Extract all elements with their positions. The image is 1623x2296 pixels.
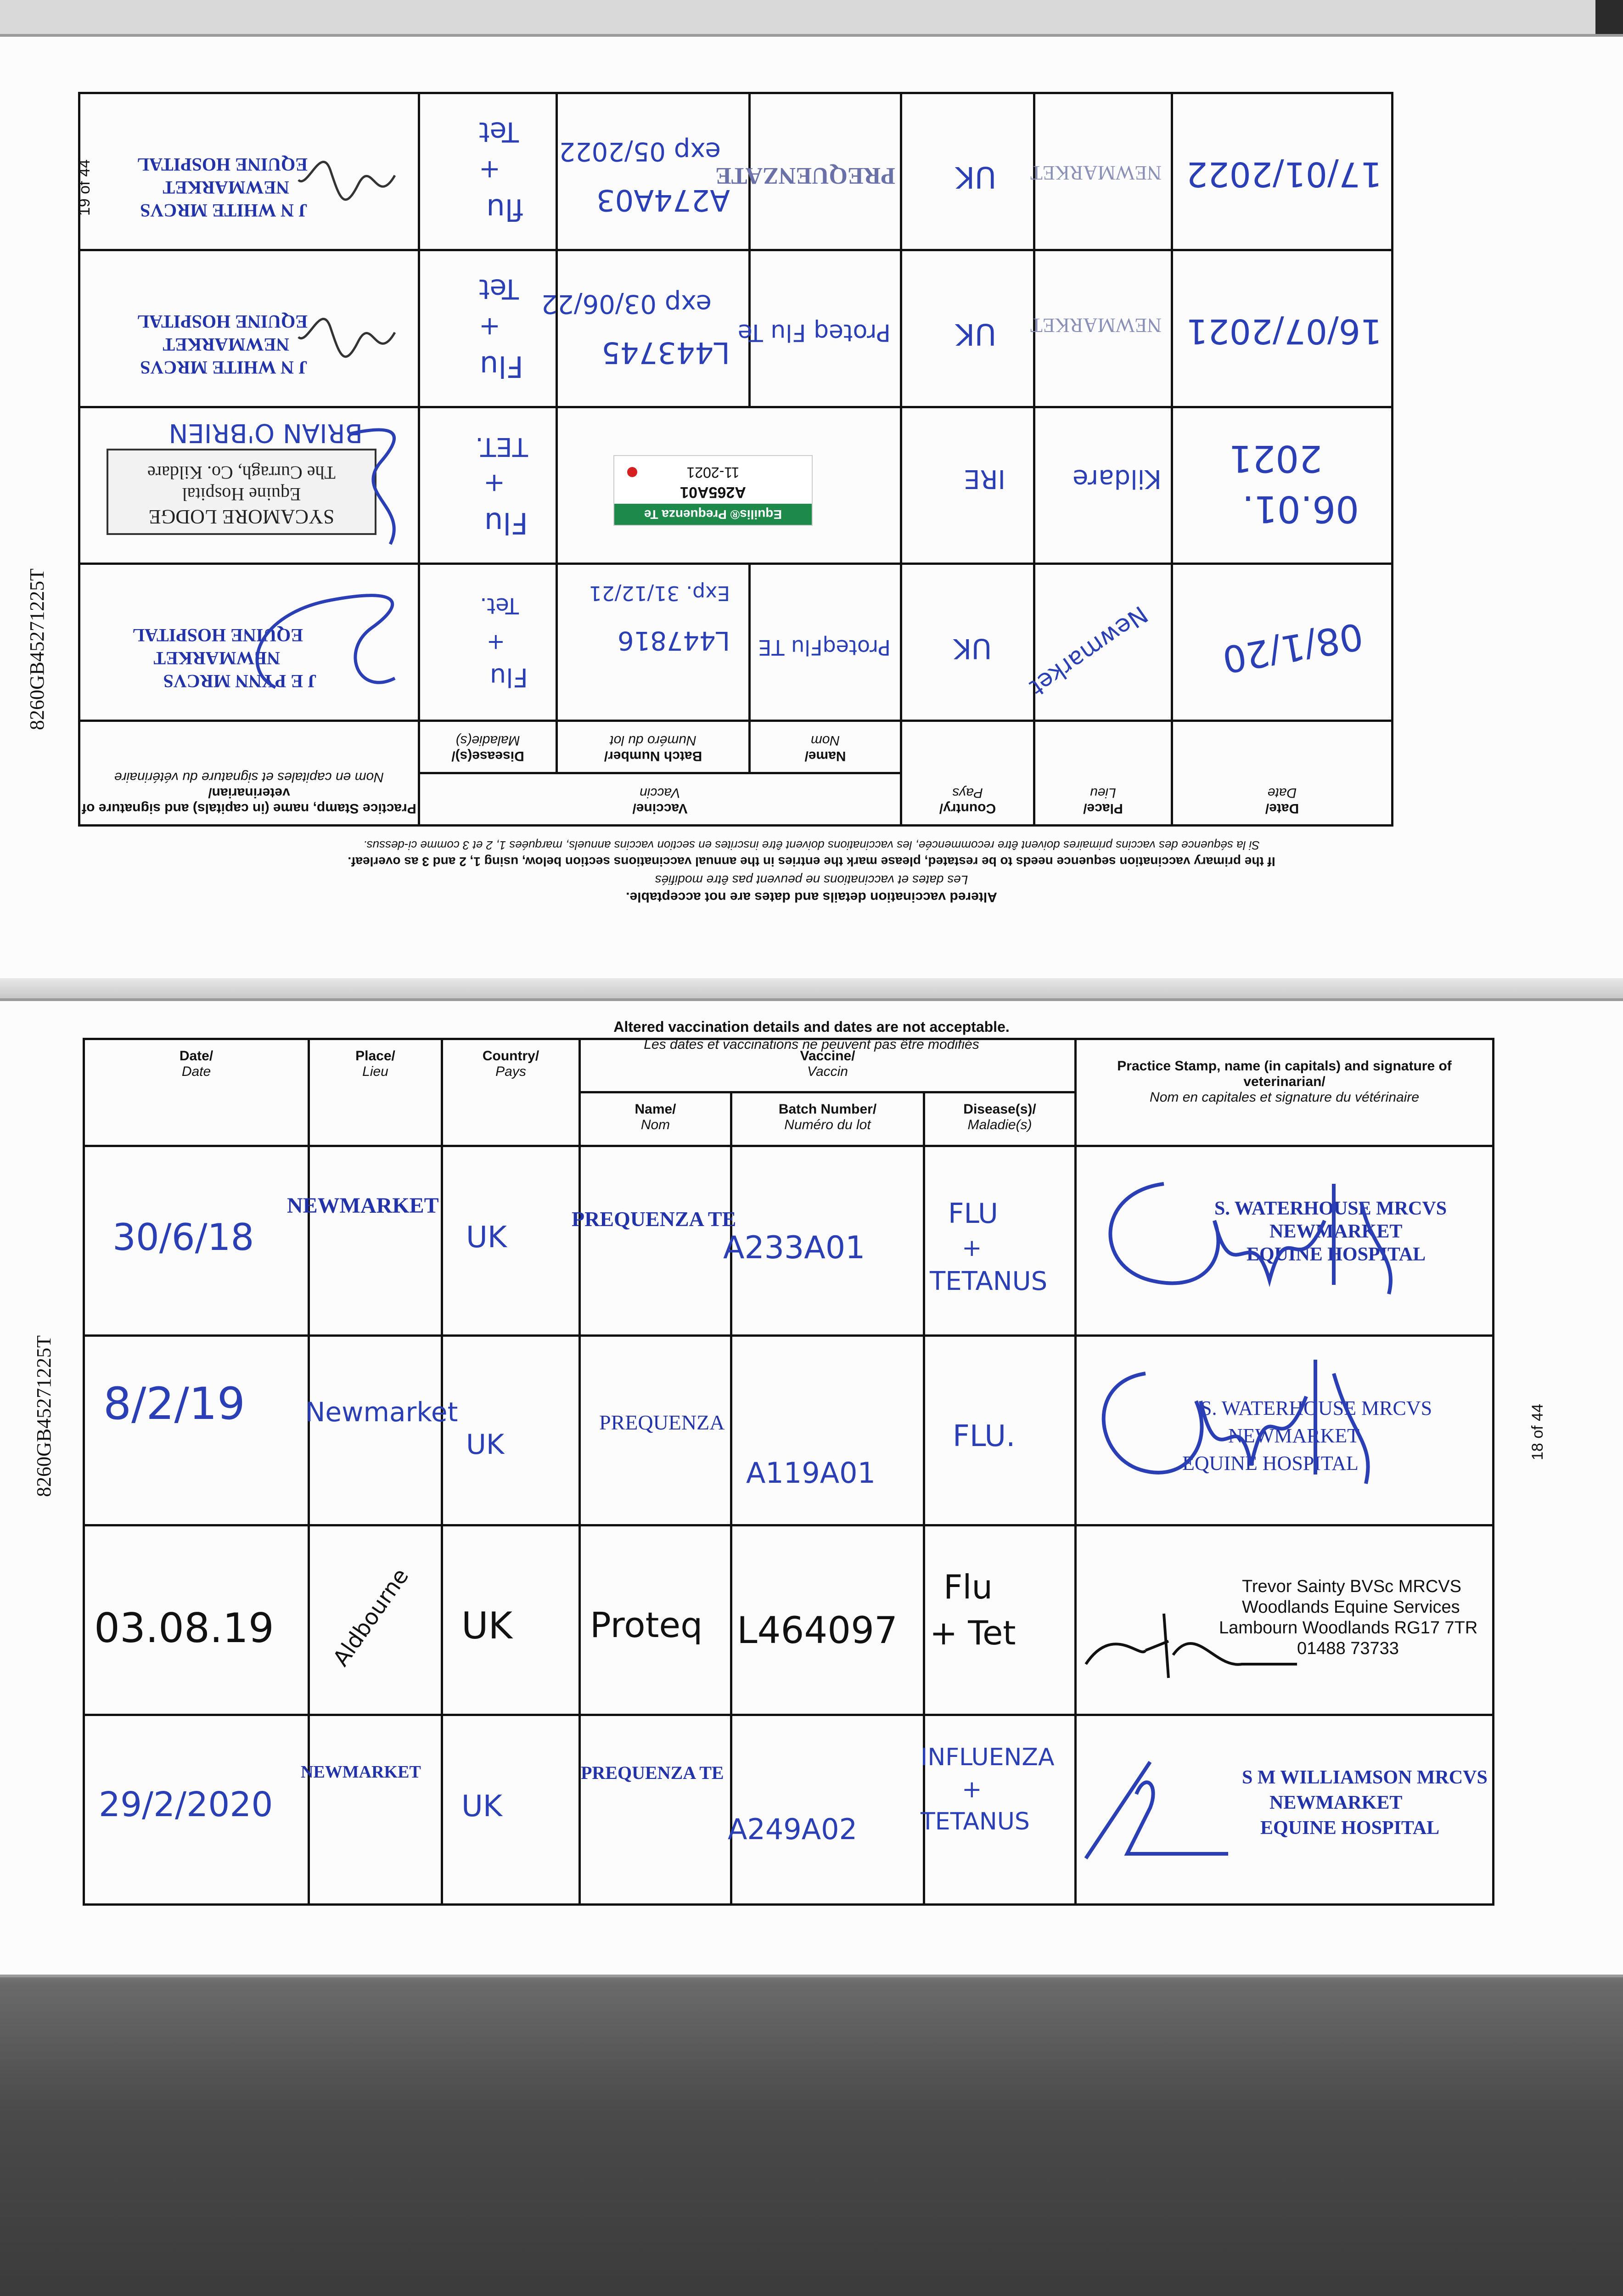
table-row	[79, 407, 1392, 564]
entry-place: Newmarket	[1024, 600, 1153, 702]
entry-country: UK	[461, 1604, 513, 1647]
practice-stamp-line-1: J E PYNN MRCVS	[163, 671, 317, 692]
entry-place: Newmarket	[305, 1396, 458, 1428]
vaccination-table-page-18	[83, 1038, 1494, 1906]
entry-country: IRE	[964, 464, 1005, 494]
entry-date: 03.08.19	[94, 1604, 274, 1652]
header-date: Date/ Date	[1172, 721, 1393, 826]
practice-stamp-line-1: Trevor Sainty BVSc MRCVS	[1242, 1576, 1461, 1596]
practice-stamp-line-1: S. WATERHOUSE MRCVS	[1214, 1198, 1447, 1219]
vet-signature	[1077, 1346, 1398, 1502]
passport-page-19	[0, 37, 1623, 996]
entry-disease-1: Flu	[943, 1567, 993, 1606]
entry-disease-1: FLU	[948, 1197, 998, 1230]
passport-id-side: 8260GB45271225T	[26, 568, 48, 730]
vaccine-sticker	[613, 455, 813, 526]
vet-signature	[1077, 1165, 1407, 1312]
practice-stamp-line-3: Lambourn Woodlands RG17 7TR	[1219, 1618, 1478, 1638]
header-disease: Disease(s)/ Maladie(s)	[924, 1092, 1076, 1146]
table-row	[79, 93, 1392, 250]
altered-notice: Altered vaccination details and dates are not acceptable.	[613, 1019, 1010, 1035]
altered-notice: Altered vaccination details and dates are not acceptable.	[626, 889, 997, 905]
practice-stamp-line-2: NEWMARKET	[1228, 1424, 1359, 1447]
header-name: Name/ Nom	[750, 721, 901, 773]
entry-country: UK	[953, 632, 992, 665]
entry-batch: L443745	[601, 335, 730, 369]
table-row	[79, 250, 1392, 407]
vet-signature	[220, 577, 413, 706]
practice-stamp-line-1: J N WHITE MRCVS	[140, 357, 308, 378]
entry-date-year: 2021	[1229, 437, 1322, 480]
entry-disease-2: + Tet	[930, 1613, 1016, 1652]
page-19-flipped-content	[0, 37, 1623, 996]
stamp-line-2: Equine Hospital	[182, 484, 301, 505]
header-practice: Practice Stamp, name (in capitals) and signature of veterinarian/ Nom en capitales et signature du vétérinaire	[79, 721, 419, 826]
entry-country: UK	[955, 159, 996, 194]
entry-disease-3: Tet	[479, 115, 519, 148]
entry-place-stamp: NEWMARKET	[1030, 314, 1162, 337]
practice-stamp-line-2: NEWMARKET	[163, 177, 289, 198]
entry-disease-2: +	[479, 154, 500, 185]
entry-batch-expiry: exp 03/06/22	[541, 288, 712, 319]
entry-vaccine-name: Proteq	[590, 1604, 703, 1645]
vet-signature	[294, 305, 399, 374]
stamp-line-1: SYCAMORE LODGE	[148, 506, 335, 529]
practice-stamp-line-4: 01488 73733	[1297, 1638, 1399, 1658]
entry-batch: A233A01	[723, 1229, 865, 1266]
vet-signature	[294, 148, 399, 217]
vet-signature	[1077, 1595, 1306, 1696]
header-batch: Batch Number/ Numéro du lot	[731, 1092, 924, 1146]
entry-disease-2: +	[479, 311, 500, 342]
entry-vaccine-name-stamp: PREQUENZATE	[715, 162, 895, 189]
practice-stamp-line-3: EQUINE HOSPITAL	[132, 625, 303, 646]
vet-signature	[326, 416, 418, 563]
page-number: 19 of 44	[76, 159, 93, 216]
entry-place-stamp: NEWMARKET	[287, 1193, 439, 1218]
entry-disease-3: Tet.	[480, 593, 519, 619]
entry-disease-2: +	[962, 1234, 982, 1262]
passport-id-side: 8260GB45271225T	[33, 1335, 55, 1497]
vaccination-table-page-19	[78, 92, 1393, 827]
entry-disease-2: +	[486, 630, 505, 656]
practice-stamp-line-2: NEWMARKET	[1269, 1792, 1403, 1813]
header-practice: Practice Stamp, name (in capitals) and signature of veterinarian/ Nom en capitales et signature du vétérinaire	[1076, 1039, 1494, 1146]
entry-country: UK	[461, 1789, 502, 1823]
practice-stamp-line-3: EQUINE HOSPITAL	[137, 154, 308, 175]
entry-date: 06.01.	[1242, 488, 1359, 531]
vet-name-handwritten: BRIAN O'BRIEN	[168, 418, 363, 448]
entry-batch-expiry: exp 05/2022	[559, 136, 721, 166]
practice-stamp-line-1: J N WHITE MRCVS	[140, 200, 308, 221]
table-row	[84, 1335, 1494, 1525]
entry-date: 8/2/19	[103, 1378, 245, 1429]
entry-vaccine-name-stamp: PREQUENZA	[599, 1410, 725, 1434]
entry-date: 17/01/2022	[1186, 154, 1382, 194]
practice-stamp-line-3: EQUINE HOSPITAL	[1182, 1452, 1359, 1474]
entry-place: Kildare	[1073, 464, 1162, 494]
header-name: Name/ Nom	[580, 1092, 731, 1146]
entry-country: UK	[955, 316, 996, 351]
page-number: 18 of 44	[1529, 1404, 1546, 1460]
table-row	[84, 1525, 1494, 1715]
stamp-line-3: The Curragh, Co. Kildare	[147, 462, 336, 484]
header-place: Place/ Lieu	[1034, 721, 1172, 826]
entry-disease-3: TET.	[475, 432, 528, 462]
sticker-lot: A265A01	[680, 484, 746, 501]
restart-note: If the primary vaccination sequence needs to be restated, please mark the entries in the annual vaccinations section below, using 1, 2 and 3 as overleaf.	[348, 855, 1275, 869]
vet-signature	[1077, 1744, 1242, 1872]
header-disease: Disease(s)/ Maladie(s)	[419, 721, 556, 773]
entry-disease-1: Flu	[484, 506, 528, 540]
entry-disease-1: Flu	[479, 349, 523, 383]
practice-stamp-line-2: NEWMARKET	[1269, 1221, 1403, 1242]
entry-vaccine-name: ProteqFlu TE	[758, 635, 891, 660]
passport-page-18	[0, 1001, 1623, 1975]
entry-date: 08/1/20	[1219, 614, 1366, 681]
entry-batch: L447816	[618, 625, 730, 656]
header-vaccine: Vaccine/ Vaccin	[419, 773, 901, 826]
practice-stamp-line-3: EQUINE HOSPITAL	[1247, 1244, 1426, 1265]
restart-note-fr: Si la séquence des vaccins primaires doivent être recommencée, les vaccinations doivent être inscrites en section vaccins annuels, marquées 1, 2 et 3 comme ci-dessus.	[363, 838, 1260, 852]
practice-stamp-line-2: Woodlands Equine Services	[1242, 1597, 1460, 1617]
entry-place-stamp: NEWMARKET	[301, 1762, 421, 1782]
header-country: Country/ Pays	[442, 1039, 580, 1146]
entry-disease-3: TETANUS	[930, 1266, 1048, 1296]
entry-batch: A249A02	[728, 1812, 858, 1846]
entry-place-stamp: NEWMARKET	[1030, 161, 1162, 184]
table-row	[84, 1146, 1494, 1335]
sticker-expiry: 11-2021	[686, 464, 740, 481]
practice-stamp-line-3: EQUINE HOSPITAL	[1260, 1817, 1440, 1839]
altered-notice-fr: Les dates et vaccinations ne peuvent pas être modifiés	[644, 1037, 979, 1052]
entry-disease-2: +	[962, 1775, 982, 1803]
entry-disease-1: Flu	[489, 662, 528, 692]
entry-disease-1: INFLUENZA	[921, 1743, 1055, 1771]
altered-notice-fr: Les dates et vaccinations ne peuvent pas être modifiés	[655, 873, 968, 887]
entry-disease-1: FLU.	[953, 1419, 1016, 1453]
entry-country: UK	[466, 1220, 507, 1255]
table-row	[84, 1715, 1494, 1904]
entry-date: 29/2/2020	[99, 1784, 273, 1824]
practice-stamp-line-2: NEWMARKET	[153, 648, 280, 669]
practice-stamp-line-2: NEWMARKET	[163, 334, 289, 355]
entry-batch-expiry: Exp. 31/12/21	[589, 581, 730, 605]
header-vaccine: Vaccine/ Vaccin	[580, 1039, 1076, 1092]
practice-stamp-line-1: S. WATERHOUSE MRCVS	[1201, 1396, 1432, 1419]
entry-batch: A119A01	[746, 1456, 876, 1490]
entry-vaccine-name: Proteq Flu Te	[737, 318, 891, 346]
table-row	[79, 564, 1392, 721]
entry-date: 16/07/2021	[1186, 311, 1382, 351]
entry-date: 30/6/18	[112, 1216, 254, 1259]
entry-disease-3: Tet	[479, 272, 519, 305]
header-country: Country/ Pays	[901, 721, 1034, 826]
header-place: Place/ Lieu	[309, 1039, 442, 1146]
entry-vaccine-name-stamp: PREQUENZA TE	[572, 1207, 736, 1231]
entry-country: UK	[466, 1428, 505, 1461]
entry-disease-3: TETANUS	[921, 1807, 1030, 1835]
entry-batch: L464097	[737, 1609, 898, 1652]
entry-vaccine-name-stamp: PREQUENZA TE	[581, 1762, 724, 1783]
entry-place: Aldbourne	[328, 1564, 414, 1671]
entry-disease-1: flu	[486, 191, 523, 226]
header-date: Date/ Date	[84, 1039, 309, 1146]
entry-batch: A274A03	[596, 182, 730, 217]
practice-stamp-line-1: S M WILLIAMSON MRCVS	[1242, 1767, 1488, 1788]
sticker-brand: Equilis® Prequenza Te	[614, 504, 812, 525]
entry-disease-2: +	[483, 468, 505, 499]
header-batch: Batch Number/ Numéro du lot	[557, 721, 750, 773]
practice-stamp-line-3: EQUINE HOSPITAL	[137, 311, 308, 332]
